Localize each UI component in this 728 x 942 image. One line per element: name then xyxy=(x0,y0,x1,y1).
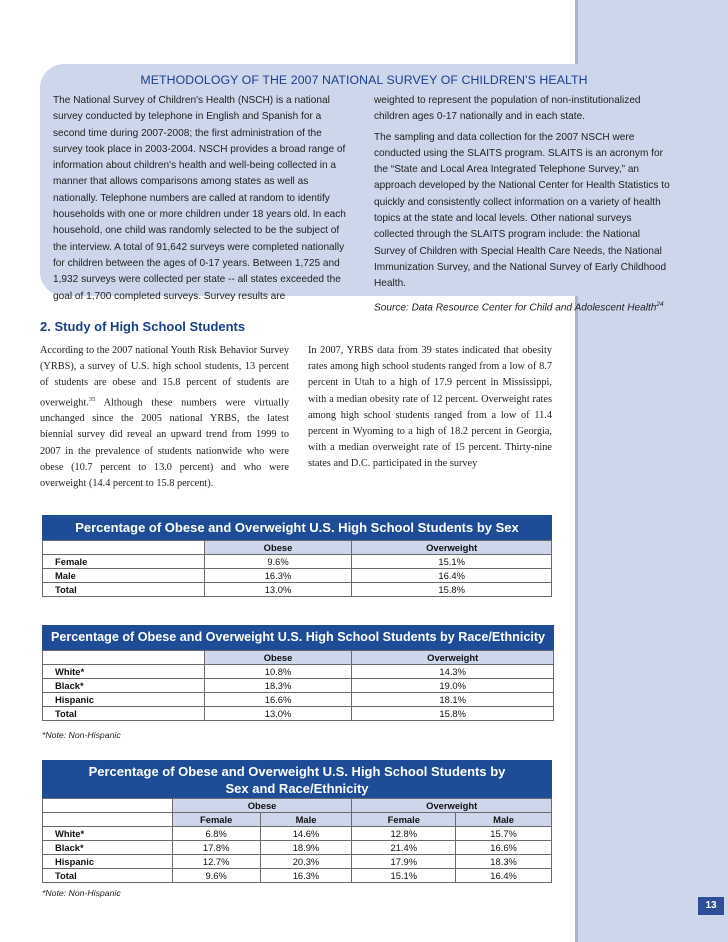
row-label: Male xyxy=(43,569,205,583)
row-label: White* xyxy=(43,665,205,679)
table1-title: Percentage of Obese and Overweight U.S. High School Students by Sex xyxy=(42,515,552,540)
table3-col-obese: Obese xyxy=(172,799,352,813)
cell-overweight-female: 21.4% xyxy=(352,841,456,855)
cell-obese: 18.3% xyxy=(204,679,352,693)
section-left-before: According to the 2007 national Youth Risk Behavior Survey (YRBS), a survey of U.S. high school students, 13 percent of students are obese and 15.8 percent of students are overweight. xyxy=(40,345,289,409)
table1-col-obese: Obese xyxy=(204,541,352,555)
cell-overweight-male: 16.6% xyxy=(456,841,552,855)
table2-note: *Note: Non-Hispanic xyxy=(42,730,121,740)
table1 xyxy=(42,540,552,597)
cell-overweight: 15.8% xyxy=(352,583,552,597)
row-label: Black* xyxy=(43,679,205,693)
table1-corner xyxy=(43,541,205,555)
table-row xyxy=(43,665,554,679)
row-label: Hispanic xyxy=(43,855,173,869)
cell-obese-male: 20.3% xyxy=(260,855,352,869)
methodology-left-column xyxy=(53,93,354,309)
table-row xyxy=(43,841,552,855)
table3-sub-male: Male xyxy=(260,813,352,827)
section-left-column xyxy=(40,343,289,492)
table-row xyxy=(43,569,552,583)
table3-sub-female: Female xyxy=(352,813,456,827)
row-label: Hispanic xyxy=(43,693,205,707)
cell-overweight-female: 17.9% xyxy=(352,855,456,869)
row-label: Total xyxy=(43,869,173,883)
row-label: Female xyxy=(43,555,205,569)
table2-col-overweight: Overweight xyxy=(352,651,554,665)
table-row xyxy=(43,707,554,721)
cell-obese: 13.0% xyxy=(204,707,352,721)
methodology-right-p1: weighted to represent the population of non-institutionalized children ages 0-17 nationally and in each state. xyxy=(374,95,641,123)
table3-sub-male: Male xyxy=(456,813,552,827)
cell-overweight: 18.1% xyxy=(352,693,554,707)
cell-obese-male: 18.9% xyxy=(260,841,352,855)
cell-overweight-male: 18.3% xyxy=(456,855,552,869)
row-label: Black* xyxy=(43,841,173,855)
section-left-ref: 35 xyxy=(88,395,96,403)
section-left-after: Although these numbers were virtually unchanged since the 2005 national YRBS, the latest biennial survey did reveal an upward trend from 1999 to 2007 in the prevalence of students nationwide who were obese (10.7 percent to 13.0 percent) and who were overweight (14.4 percent to 15.8 percent). xyxy=(40,397,289,490)
cell-obese-male: 14.6% xyxy=(260,827,352,841)
source-text: Source: Data Resource Center for Child and Adolescent Health xyxy=(374,301,657,313)
table3-sub-female: Female xyxy=(172,813,260,827)
cell-obese-female: 17.8% xyxy=(172,841,260,855)
table3-subheader-row xyxy=(43,813,552,827)
table3-title-line1: Percentage of Obese and Overweight U.S. High School Students by xyxy=(88,764,506,779)
section-right-text: In 2007, YRBS data from 39 states indicated that obesity rates among high school students ranged from a low of 8.7 percent in Utah to a high of 17.9 percent in Mississippi, with a median obesity rate of 12 percent. Overweight rates among high school students ranged from a low of 11.4 percent in Wyoming to a high of 18.2 percent in Georgia, with a median overweight rate of 15 percent. Thirty-nine states and D.C. participated in the survey xyxy=(308,345,552,470)
table-row xyxy=(43,827,552,841)
table3-note: *Note: Non-Hispanic xyxy=(42,888,121,898)
source-ref: 24 xyxy=(656,300,664,308)
methodology-title: METHODOLOGY OF THE 2007 NATIONAL SURVEY OF CHILDREN'S HEALTH xyxy=(140,73,588,87)
cell-overweight-male: 16.4% xyxy=(456,869,552,883)
cell-overweight: 14.3% xyxy=(352,665,554,679)
cell-obese: 13.0% xyxy=(204,583,352,597)
table-row xyxy=(43,555,552,569)
table-row xyxy=(43,869,552,883)
methodology-right-column xyxy=(374,93,674,320)
cell-overweight: 15.8% xyxy=(352,707,554,721)
table3-title xyxy=(42,760,552,798)
cell-obese-female: 9.6% xyxy=(172,869,260,883)
section-right-column xyxy=(308,343,552,473)
cell-obese-female: 12.7% xyxy=(172,855,260,869)
table-row xyxy=(43,583,552,597)
table3-col-overweight: Overweight xyxy=(352,799,552,813)
table2-col-obese: Obese xyxy=(204,651,352,665)
cell-obese: 16.3% xyxy=(204,569,352,583)
row-label: Total xyxy=(43,583,205,597)
table1-header-row xyxy=(43,541,552,555)
table3-header-row xyxy=(43,799,552,813)
methodology-right-p2: The sampling and data collection for the 2007 NSCH were conducted using the SLAITS program. SLAITS is an acronym for the “State and Local Area Integrated Telephone Survey,” an approach developed by the National Center for Health Statistics to quickly and consistently collect information on a variety of health topics at the state and local levels. Other national surveys collected through the SLAITS program include: the National Survey of Children with Special Health Care Needs, the National Immunization Survey, and the National Survey of Early Childhood Health. xyxy=(374,131,670,290)
cell-overweight: 19.0% xyxy=(352,679,554,693)
row-label: White* xyxy=(43,827,173,841)
cell-overweight-male: 15.7% xyxy=(456,827,552,841)
page-number: 13 xyxy=(698,897,724,915)
table2-header-row xyxy=(43,651,554,665)
table3-subcorner xyxy=(43,813,173,827)
cell-overweight-female: 15.1% xyxy=(352,869,456,883)
methodology-source xyxy=(374,297,674,317)
cell-overweight: 16.4% xyxy=(352,569,552,583)
row-label: Total xyxy=(43,707,205,721)
table3 xyxy=(42,798,552,883)
table3-title-line2: Sex and Race/Ethnicity xyxy=(225,781,369,796)
table2-title: Percentage of Obese and Overweight U.S. High School Students by Race/Ethnicity xyxy=(42,625,554,650)
table-row xyxy=(43,679,554,693)
section-heading: 2. Study of High School Students xyxy=(40,319,246,334)
table3-corner xyxy=(43,799,173,813)
table-row xyxy=(43,855,552,869)
cell-obese: 10.8% xyxy=(204,665,352,679)
methodology-left-text: The National Survey of Children's Health (NSCH) is a national survey conducted by telephone in English and Spanish for a second time during 2007-2008; the first administration of the survey took place in 2003-2004. NSCH provides a broad range of information about children's health and well-being collected in a manner that allows comparisons among states as well as nationally. Telephone numbers are called at random to identify households with one or more children under 18 years old. In each household, one child was randomly selected to be the subject of the interview. A total of 91,642 surveys were completed nationally for children between the ages of 0-17 years. Between 1,725 and 1,932 surveys were collected per state -- all states exceeded the goal of 1,700 completed surveys. Survey results are xyxy=(53,95,346,302)
cell-obese-male: 16.3% xyxy=(260,869,352,883)
cell-overweight: 15.1% xyxy=(352,555,552,569)
table1-col-overweight: Overweight xyxy=(352,541,552,555)
table2-corner xyxy=(43,651,205,665)
cell-overweight-female: 12.8% xyxy=(352,827,456,841)
cell-obese: 16.6% xyxy=(204,693,352,707)
cell-obese: 9.6% xyxy=(204,555,352,569)
table2 xyxy=(42,650,554,721)
table-row xyxy=(43,693,554,707)
cell-obese-female: 6.8% xyxy=(172,827,260,841)
